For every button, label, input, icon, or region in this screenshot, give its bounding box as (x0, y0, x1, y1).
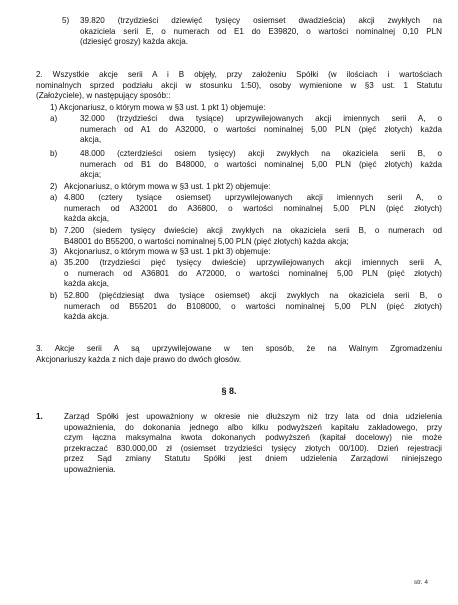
paragraph-line: Zarząd Spółki jest upoważniony w okresie nie dłuższym niż trzy lata od dnia udzielenia (64, 412, 442, 421)
list-label: a) (50, 114, 58, 123)
shareholder-heading: Akcjonariusz, o którym mowa w §3 ust. 1 pkt 2) objemuje: (64, 182, 271, 191)
paragraph-line: numerach od A32001 do A36800, o wartości nominalnej 5,00 PLN (pięć złotych) (64, 203, 442, 213)
list-number: 1. (36, 412, 43, 421)
paragraph-line: (dziesięć groszy) każda akcja. (80, 37, 188, 46)
paragraph-line: o numerach od A36801 do A72000, o wartości nominalnej 5,00 PLN (pięć złotych) (64, 268, 442, 278)
list-label: b) (50, 226, 58, 235)
paragraph-line: 2. Wszystkie akcje serii A i B objęły, przy założeniu Spółki (w ilościach i wartościach (36, 70, 442, 79)
paragraph-line: 52.800 (pięćdziesiąt dwa tysiące osiemset) akcji zwykłych na okaziciela serii B, o (64, 291, 442, 300)
list-label: b) (50, 149, 58, 158)
paragraph-line: każda akcja, (64, 279, 109, 288)
list-label: a) (50, 193, 58, 202)
paragraph-line: każda akcja, (64, 214, 109, 223)
paragraph-line: 35.200 (trzydzieści pięć tysięcy dwieście) uprzywilejowanych akcji imiennych serii A, (64, 258, 442, 267)
paragraph-line: 48.000 (czterdzieści osiem tysięcy) akcji zwykłych na okaziciela serii B, o (80, 149, 442, 158)
paragraph-line: 4.800 (cztery tysiące osiemset) uprzywilejowanych akcji imiennych serii A, o (64, 193, 442, 202)
list-number: 2) (50, 182, 58, 191)
paragraph-line: przekraczać 830.000,00 zł (osiemset trzydzieści tysięcy złotych 00/100). Dzień rejestracji (64, 443, 442, 453)
paragraph-line: 3. Akcje serii A są uprzywilejowane w ten sposób, że na Walnym Zgromadzeniu (36, 344, 442, 353)
shareholder-heading: Akcjonariusz, o którym mowa w §3 ust. 1 pkt 3) objemuje: (64, 247, 271, 256)
paragraph-line: okaziciela serii E, o numerach od E1 do E39820, o wartości nominalnej 0,10 PLN (80, 26, 442, 36)
paragraph-line: 39.820 (trzydzieści dziewięć tysięcy osiemset dwadzieścia) akcji zwykłych na (80, 16, 442, 25)
section-heading: § 8. (221, 386, 237, 396)
paragraph-line: upoważnienia, do dokonania jednego albo kilku podwyższeń kapitału zakładowego, przy (64, 422, 442, 432)
paragraph-line: przez Sąd zmiany Statutu Spółki jest dniem udzielenia Zarządowi niniejszego (64, 454, 442, 463)
paragraph-line: upoważnienia. (64, 464, 116, 474)
list-number: 3) (50, 247, 58, 256)
page-number: str. 4 (413, 579, 428, 586)
list-label: b) (50, 291, 58, 300)
shareholder-heading: 1) Akcjonariusz, o którym mowa w §3 ust. 1 pkt 1) objemuje: (50, 103, 266, 112)
paragraph-line: czym łączna maksymalna kwota dokonanych podwyższeń (kapitał docelowy) nie może (64, 433, 442, 442)
list-label: a) (50, 258, 58, 267)
paragraph-line: numerach od B1 do B48000, o wartości nominalnej 5,00 PLN (pięć złotych) każda (80, 159, 442, 169)
list-number: 5) (62, 16, 70, 25)
paragraph-line: 32.000 (trzydzieści dwa tysiące) uprzywilejowanych akcji imiennych serii A, o (80, 114, 442, 123)
paragraph-line: akcja; (80, 170, 102, 179)
paragraph-line: numerach od A1 do A32000, o wartości nominalnej 5,00 PLN (pięć złotych) każda (80, 124, 442, 134)
paragraph-line: każda akcja. (64, 312, 109, 321)
paragraph-line: nominalnych sprzed podziału akcji w stosunku 1:50), osoby wymienione w §3 ust. 1 Statutu (36, 80, 442, 90)
paragraph-line: (Założyciele), w następujący sposób:: (36, 91, 171, 100)
paragraph-line: Akcjonariuszy każda z nich daje prawo do dwóch głosów. (36, 354, 242, 364)
paragraph-line: akcja, (80, 135, 102, 144)
paragraph-line: 7.200 (siedem tysięcy dwieście) akcji zwykłych na okaziciela serii B, o numerach od (64, 226, 442, 235)
paragraph-line: B48001 do B55200, o wartości nominalnej 5,00 PLN (pięć złotych) każda akcja; (64, 236, 349, 246)
paragraph-line: numerach od B55201 do B108000, o wartości nominalnej 5,00 PLN (pięć złotych) (64, 301, 442, 311)
